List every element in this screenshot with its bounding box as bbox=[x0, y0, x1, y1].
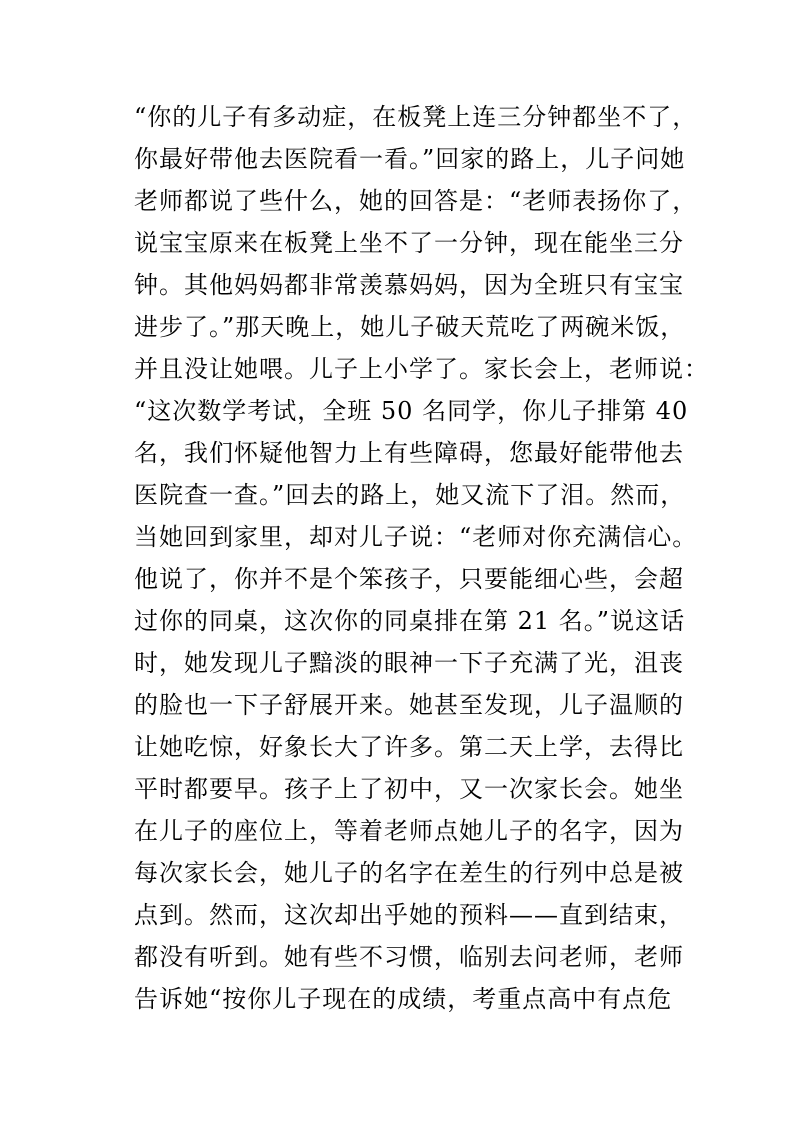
text-line: 钟。其他妈妈都非常羡慕妈妈，因为全班只有宝宝 bbox=[134, 271, 684, 299]
text-line: 名，我们怀疑他智力上有些障碍，您最好能带他去 bbox=[134, 439, 684, 467]
text-line: 过你的同桌，这次你的同桌排在第 21 名。”说这话 bbox=[134, 607, 686, 635]
text-line: 在儿子的座位上，等着老师点她儿子的名字，因为 bbox=[134, 817, 684, 845]
text-line: 让她吃惊，好象长大了许多。第二天上学，去得比 bbox=[134, 733, 684, 761]
text-line: 的脸也一下子舒展开来。她甚至发现，儿子温顺的 bbox=[134, 691, 684, 719]
text-line: 每次家长会，她儿子的名字在差生的行列中总是被 bbox=[134, 859, 684, 887]
text-line: 说宝宝原来在板凳上坐不了一分钟，现在能坐三分 bbox=[134, 229, 684, 257]
body-text bbox=[134, 96, 709, 1020]
text-line: 并且没让她喂。儿子上小学了。家长会上，老师说： bbox=[134, 355, 709, 383]
text-line: “这次数学考试，全班 50 名同学，你儿子排第 40 bbox=[134, 397, 689, 425]
text-line: 医院查一查。”回去的路上，她又流下了泪。然而， bbox=[134, 481, 686, 509]
text-line: 当她回到家里，却对儿子说：“老师对你充满信心。 bbox=[134, 523, 698, 551]
text-line: 告诉她“按你儿子现在的成绩，考重点高中有点危 bbox=[134, 985, 673, 1013]
text-line: “你的儿子有多动症，在板凳上连三分钟都坐不了， bbox=[134, 103, 698, 131]
text-line: 进步了。”那天晚上，她儿子破天荒吃了两碗米饭， bbox=[134, 313, 686, 341]
text-line: 老师都说了些什么，她的回答是：“老师表扬你了， bbox=[134, 187, 698, 215]
text-line: 时，她发现儿子黯淡的眼神一下子充满了光，沮丧 bbox=[134, 649, 684, 677]
text-line: 你最好带他去医院看一看。”回家的路上，儿子问她 bbox=[134, 145, 686, 173]
text-line: 都没有听到。她有些不习惯，临别去问老师，老师 bbox=[134, 943, 684, 971]
text-line: 平时都要早。孩子上了初中，又一次家长会。她坐 bbox=[134, 775, 684, 803]
text-line: 他说了，你并不是个笨孩子，只要能细心些，会超 bbox=[134, 565, 684, 593]
text-line: 点到。然而，这次却出乎她的预料——直到结束， bbox=[134, 901, 684, 929]
